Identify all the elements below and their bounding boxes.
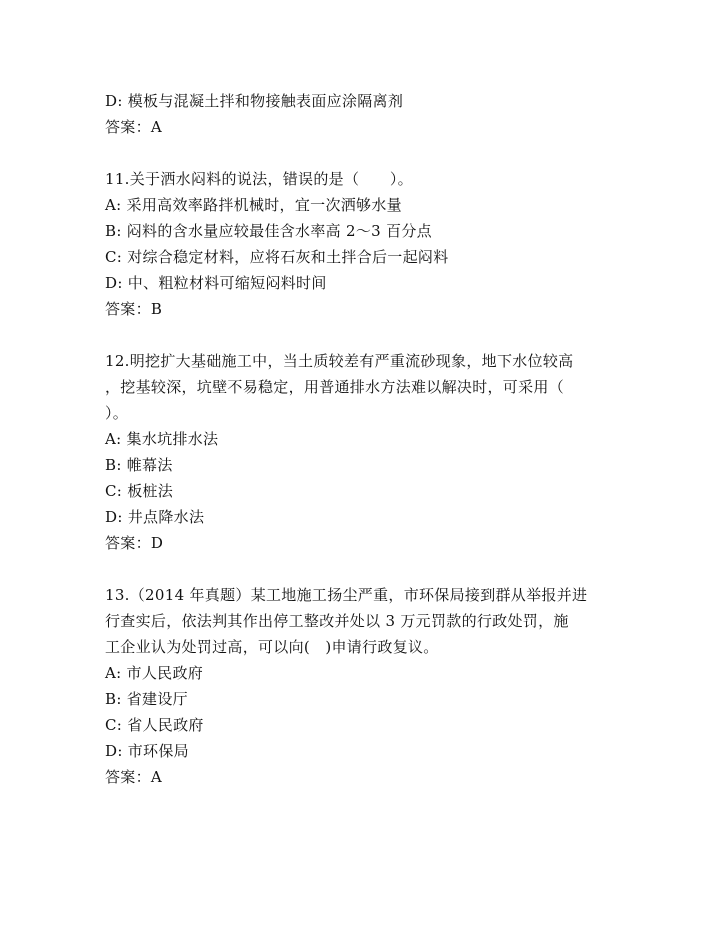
option-b: B: 省建设厅 [105,690,188,708]
option-c: C: 板桩法 [105,482,174,500]
answer: 答案：A [105,768,163,786]
option-d: D: 井点降水法 [105,508,205,526]
answer: 答案：A [105,118,163,136]
option-a: A: 市人民政府 [105,664,204,682]
question-stem-line: 行查实后，依法判其作出停工整改并处以 3 万元罚款的行政处罚，施 [105,612,569,630]
option-b: B: 闷料的含水量应较最佳含水率高 2～3 百分点 [105,222,432,240]
question-11 [105,166,620,322]
option-d: D: 中、粗粒材料可缩短闷料时间 [105,274,327,292]
option-a: A: 采用高效率路拌机械时，宜一次洒够水量 [105,196,402,214]
option-d: D: 模板与混凝土拌和物接触表面应涂隔离剂 [105,92,404,110]
question-stem-line: 11.关于洒水闷料的说法，错误的是（ ）。 [105,170,413,188]
answer: 答案：D [105,534,164,552]
question-stem-line: 12.明挖扩大基础施工中，当土质较差有严重流砂现象，地下水位较高 [105,352,574,370]
option-b: B: 帷幕法 [105,456,173,474]
question-stem-line: ，挖基较深，坑壁不易稳定，用普通排水方法难以解决时，可采用（ [105,378,565,396]
question-stem [105,582,620,660]
option-c: C: 对综合稳定材料，应将石灰和土拌合后一起闷料 [105,248,449,266]
question-stem-line: 13.（2014 年真题）某工地施工扬尘严重，市环保局接到群从举报并进 [105,586,588,604]
answer: 答案：B [105,300,163,318]
question-12 [105,348,620,556]
option-a: A: 集水坑排水法 [105,430,219,448]
question-stem [105,348,620,426]
option-c: C: 省人民政府 [105,716,204,734]
question-stem [105,166,620,192]
question-10-tail [105,88,620,140]
question-stem-line: ）。 [105,404,129,422]
option-d: D: 市环保局 [105,742,189,760]
question-13 [105,582,620,790]
question-stem-line: 工企业认为处罚过高，可以向( )申请行政复议。 [105,638,439,656]
